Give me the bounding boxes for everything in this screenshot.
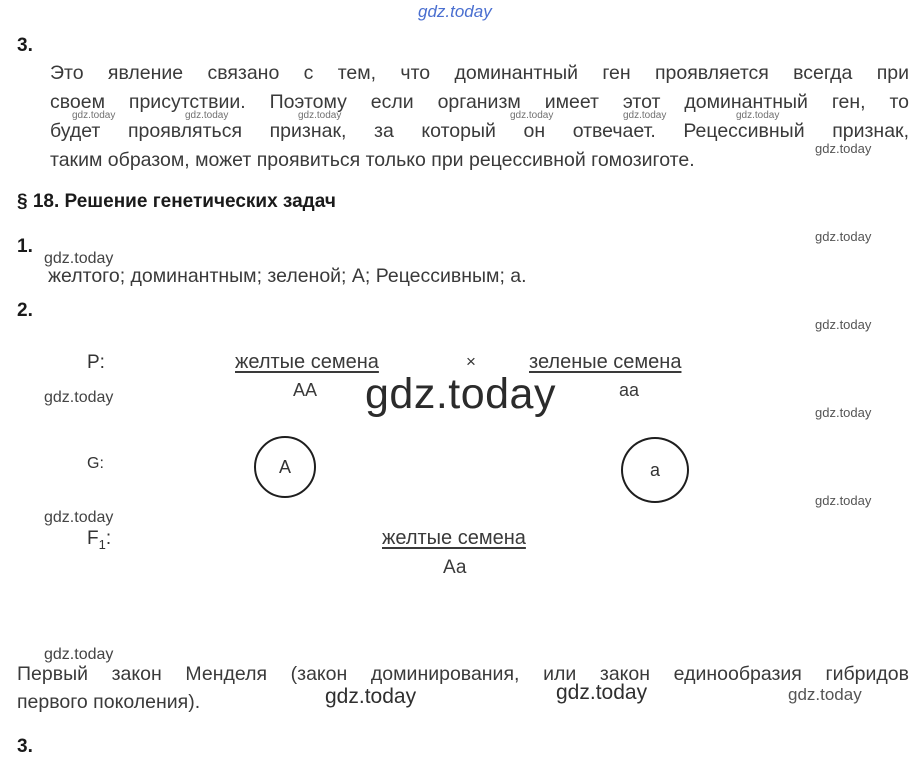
f1-colon: : (105, 528, 112, 549)
watermark-medium: gdz.today (44, 509, 114, 526)
watermark-small: gdz.today (510, 110, 554, 121)
watermark-small: gdz.today (623, 110, 667, 121)
f1-subscript: 1 (98, 536, 106, 552)
paragraph-line-2: своем присутствии. Поэтому если организм имеет этот доминантный ген, то (50, 91, 909, 113)
watermark-small: gdz.today (185, 110, 229, 121)
watermark-large: gdz.today (365, 370, 556, 418)
parent2-genotype: аа (619, 380, 640, 400)
conclusion-line-2: первого поколения). (17, 691, 201, 713)
gamete-circle-recessive (621, 437, 689, 503)
watermark-medium: gdz.today (815, 493, 872, 508)
task1-answer: желтого; доминантным; зеленой; А; Рецессивным; а. (48, 265, 527, 287)
paragraph-line-1: Это явление связано с тем, что доминантный ген проявляется всегда при (50, 62, 909, 84)
watermark-medium: gdz.today (44, 646, 114, 663)
parent1-phenotype: желтые семена (235, 351, 379, 373)
watermark-medium: gdz.today (788, 685, 862, 704)
watermark-medium: gdz.today (815, 317, 872, 332)
watermark-mid: gdz.today (556, 681, 648, 704)
watermark-medium: gdz.today (815, 405, 872, 420)
item-number-1: 1. (17, 236, 33, 257)
gamete-circle-dominant (254, 436, 316, 498)
f1-label (87, 528, 111, 552)
item-number-3: 3. (17, 736, 33, 757)
parent1-genotype: АА (293, 380, 318, 400)
watermark-medium: gdz.today (815, 229, 872, 244)
item-number-2: 2. (17, 300, 33, 321)
watermark-small: gdz.today (72, 110, 116, 121)
watermark-top: gdz.today (418, 2, 492, 21)
watermark-medium: gdz.today (44, 250, 114, 267)
paragraph-line-3: будет проявляться признак, за который он отвечает. Рецессивный признак, (50, 120, 909, 142)
gamete-dominant: А (278, 456, 291, 477)
offspring-genotype: Аа (443, 557, 467, 578)
cross-sign: × (466, 352, 476, 371)
conclusion-line-1: Первый закон Менделя (закон доминирования, или закон единообразия гибридов (17, 663, 909, 685)
f1-letter: F (87, 528, 99, 549)
watermark-medium: gdz.today (815, 141, 872, 156)
section-heading: § 18. Решение генетических задач (17, 191, 336, 212)
gamete-recessive: а (649, 459, 660, 480)
parents-label: P: (87, 352, 105, 373)
watermark-small: gdz.today (736, 110, 780, 121)
item-number-3-prev: 3. (17, 35, 33, 56)
gametes-label: G: (87, 455, 104, 472)
explanation-paragraph (50, 59, 909, 175)
watermark-small: gdz.today (298, 110, 342, 121)
paragraph-line-4: таким образом, может проявиться только при рецессивной гомозиготе. (50, 149, 695, 171)
parent2-phenotype: зеленые семена (529, 351, 682, 373)
offspring-phenotype: желтые семена (382, 527, 526, 549)
watermark-mid: gdz.today (325, 685, 417, 708)
watermark-medium: gdz.today (44, 389, 114, 406)
